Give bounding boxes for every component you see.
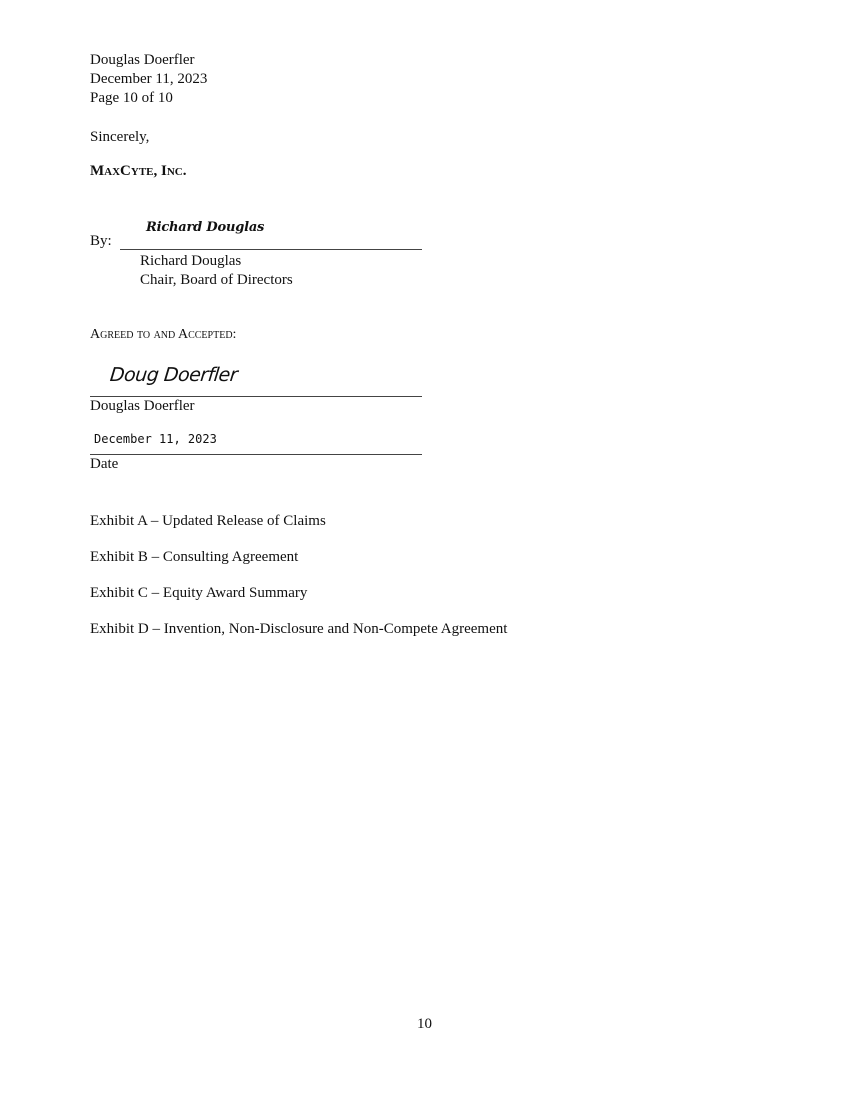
exhibit-b: Exhibit B – Consulting Agreement xyxy=(90,549,299,565)
signer-title: Chair, Board of Directors xyxy=(140,272,293,288)
richard-douglas-signature: Richard Douglas xyxy=(146,220,265,235)
by-label: By: xyxy=(90,233,112,249)
doug-doerfler-signature: Doug Doerfler xyxy=(108,364,239,386)
signed-date-value: December 11, 2023 xyxy=(94,432,217,446)
employee-name: Douglas Doerfler xyxy=(90,398,195,414)
date-line xyxy=(90,454,422,455)
closing-text: Sincerely, xyxy=(90,129,150,145)
exhibit-c: Exhibit C – Equity Award Summary xyxy=(90,585,308,601)
header-recipient: Douglas Doerfler xyxy=(90,52,195,68)
exhibit-d: Exhibit D – Invention, Non-Disclosure and Non-Compete Agreement xyxy=(90,621,508,637)
header-page: Page 10 of 10 xyxy=(90,90,173,106)
date-label: Date xyxy=(90,456,119,472)
employee-signature-line xyxy=(90,396,422,397)
signer-name: Richard Douglas xyxy=(140,253,242,269)
company-name: MaxCyte, Inc. xyxy=(90,163,187,179)
exhibit-a: Exhibit A – Updated Release of Claims xyxy=(90,513,326,529)
company-signature-line xyxy=(120,249,422,250)
agreed-heading: Agreed to and Accepted: xyxy=(90,327,237,342)
page-number: 10 xyxy=(417,1016,432,1032)
header-date: December 11, 2023 xyxy=(90,71,208,87)
